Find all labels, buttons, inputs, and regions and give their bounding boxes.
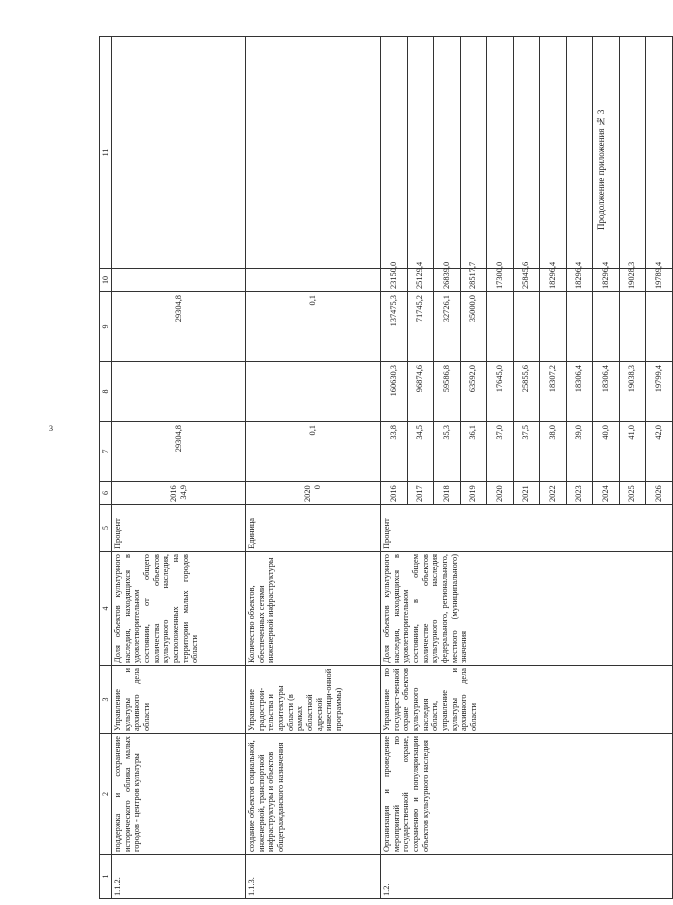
federal-funding	[112, 362, 246, 422]
target-value: 36,1	[460, 422, 487, 482]
regional-funding: 17300,0	[487, 269, 514, 292]
activity-name: Организация и проведение мероприятий по государственной охране, сохранению и популяризации объектов культурного наследия	[381, 734, 673, 855]
local-funding	[619, 37, 646, 269]
total-funding: 19038,3	[619, 362, 646, 422]
local-funding	[540, 37, 567, 269]
local-funding	[487, 37, 514, 269]
row-1-2-years	[381, 37, 673, 899]
header-cell: 5	[100, 505, 112, 552]
federal-funding	[487, 292, 514, 362]
regional-funding: 25129,4	[407, 269, 434, 292]
other-funding	[112, 37, 246, 269]
executor: Управление градострои-тельства и архитектуры области (в рамках областной адресной инвестици-онной программы)	[246, 666, 381, 734]
target-number: 34,9	[178, 485, 188, 500]
year: 2016	[381, 482, 408, 505]
federal-funding: 35000,0	[460, 292, 487, 362]
target-value	[246, 482, 381, 505]
total-funding: 18306,4	[593, 362, 620, 422]
federal-funding	[646, 292, 673, 362]
total-funding: 59586,8	[434, 362, 461, 422]
local-funding	[566, 37, 593, 269]
federal-funding: 71745,2	[407, 292, 434, 362]
target-value: 34,5	[407, 422, 434, 482]
activity-name: поддержка и сохранение исторического облика малых городов - центров культуры	[112, 734, 246, 855]
other-funding	[246, 37, 381, 269]
regional-funding: 18296,4	[540, 269, 567, 292]
target-number: 0	[313, 485, 322, 490]
activity-name: создание объектов социальной, инженерной, транспортной инфраструктуры и объектов общегражданского назначения	[246, 734, 381, 855]
header-cell: 8	[100, 362, 112, 422]
local-funding	[434, 37, 461, 269]
header-cell: 4	[100, 552, 112, 666]
local-funding	[112, 269, 246, 292]
year: 2022	[540, 482, 567, 505]
federal-funding: 32726,1	[434, 292, 461, 362]
local-funding	[460, 37, 487, 269]
year: 2017	[407, 482, 434, 505]
target-value: 42,0	[646, 422, 673, 482]
page-number: 3	[49, 424, 53, 433]
year: 2019	[460, 482, 487, 505]
executor: Управление по государст-венной охране объектов культурного наследия области, управление культуры и архивного дела области	[381, 666, 673, 734]
header-row	[100, 37, 112, 899]
indicator: Доля объектов культурного наследия, находящихся в удовлетворительном состоянии, в общем количестве объектов культурного наследия федерального, регионального, местного (муниципального) значения	[381, 552, 673, 666]
target-value: 37,0	[487, 422, 514, 482]
federal-funding	[540, 292, 567, 362]
appendix-title: Продолжение приложения № 3	[596, 109, 606, 230]
header-cell: 10	[100, 269, 112, 292]
table-row	[381, 37, 408, 899]
row-number: 1.1.3.	[246, 855, 381, 899]
target-value: 33,8	[381, 422, 408, 482]
year: 2025	[619, 482, 646, 505]
local-funding	[513, 37, 540, 269]
total-funding: 0,1	[246, 422, 381, 482]
regional-funding: 29304,8	[112, 292, 246, 362]
program-table	[99, 36, 673, 899]
total-funding: 29304,8	[112, 422, 246, 482]
total-funding: 19799,4	[646, 362, 673, 422]
federal-funding	[513, 292, 540, 362]
header-cell: 11	[100, 37, 112, 269]
regional-funding: 23150,0	[381, 269, 408, 292]
federal-funding: 137475,3	[381, 292, 408, 362]
total-funding: 18307,2	[540, 362, 567, 422]
year: 2021	[513, 482, 540, 505]
target-value: 37,5	[513, 422, 540, 482]
target-value: 39,0	[566, 422, 593, 482]
local-funding	[646, 37, 673, 269]
unit: Процент	[112, 505, 246, 552]
year: 2023	[566, 482, 593, 505]
regional-funding: 19028,3	[619, 269, 646, 292]
table-row	[246, 37, 381, 899]
local-funding	[407, 37, 434, 269]
regional-funding: 28517,7	[460, 269, 487, 292]
year: 2016	[168, 485, 178, 502]
unit: Единица	[246, 505, 381, 552]
target-value: 35,3	[434, 422, 461, 482]
local-funding	[246, 269, 381, 292]
header-cell: 3	[100, 666, 112, 734]
federal-funding	[246, 362, 381, 422]
indicator: Доля объектов культурного наследия, находящихся в удовлетворительном состоянии, от общего количества объектов культурного наследия, расположенных на территории малых городов области	[112, 552, 246, 666]
executor: Управление культуры и архивного дела области	[112, 666, 246, 734]
indicator: Количество объектов, обеспеченных сетями инженерной инфраструктуры	[246, 552, 381, 666]
regional-funding: 25845,6	[513, 269, 540, 292]
year: 2020	[303, 485, 313, 502]
year: 2020	[487, 482, 514, 505]
target-value	[112, 482, 246, 505]
table-row	[112, 37, 246, 899]
target-value: 38,0	[540, 422, 567, 482]
regional-funding: 19789,4	[646, 269, 673, 292]
regional-funding: 26839,0	[434, 269, 461, 292]
year: 2024	[593, 482, 620, 505]
header-cell: 1	[100, 855, 112, 899]
regional-funding: 18296,4	[566, 269, 593, 292]
row-number: 1.2.	[381, 855, 673, 899]
total-funding: 18306,4	[566, 362, 593, 422]
target-value: 41,0	[619, 422, 646, 482]
total-funding: 63592,0	[460, 362, 487, 422]
total-funding: 25855,6	[513, 362, 540, 422]
local-funding	[381, 37, 408, 269]
total-funding: 96874,6	[407, 362, 434, 422]
federal-funding	[566, 292, 593, 362]
row-number: 1.1.2.	[112, 855, 246, 899]
federal-funding	[619, 292, 646, 362]
header-cell: 7	[100, 422, 112, 482]
total-funding: 160630,3	[381, 362, 408, 422]
local-funding	[593, 37, 620, 269]
federal-funding	[593, 292, 620, 362]
year: 2026	[646, 482, 673, 505]
unit: Процент	[381, 505, 673, 552]
header-cell: 6	[100, 482, 112, 505]
regional-funding: 18296,4	[593, 269, 620, 292]
year: 2018	[434, 482, 461, 505]
header-cell: 9	[100, 292, 112, 362]
target-value: 40,0	[593, 422, 620, 482]
regional-funding: 0,1	[246, 292, 381, 362]
total-funding: 17645,0	[487, 362, 514, 422]
header-cell: 2	[100, 734, 112, 855]
